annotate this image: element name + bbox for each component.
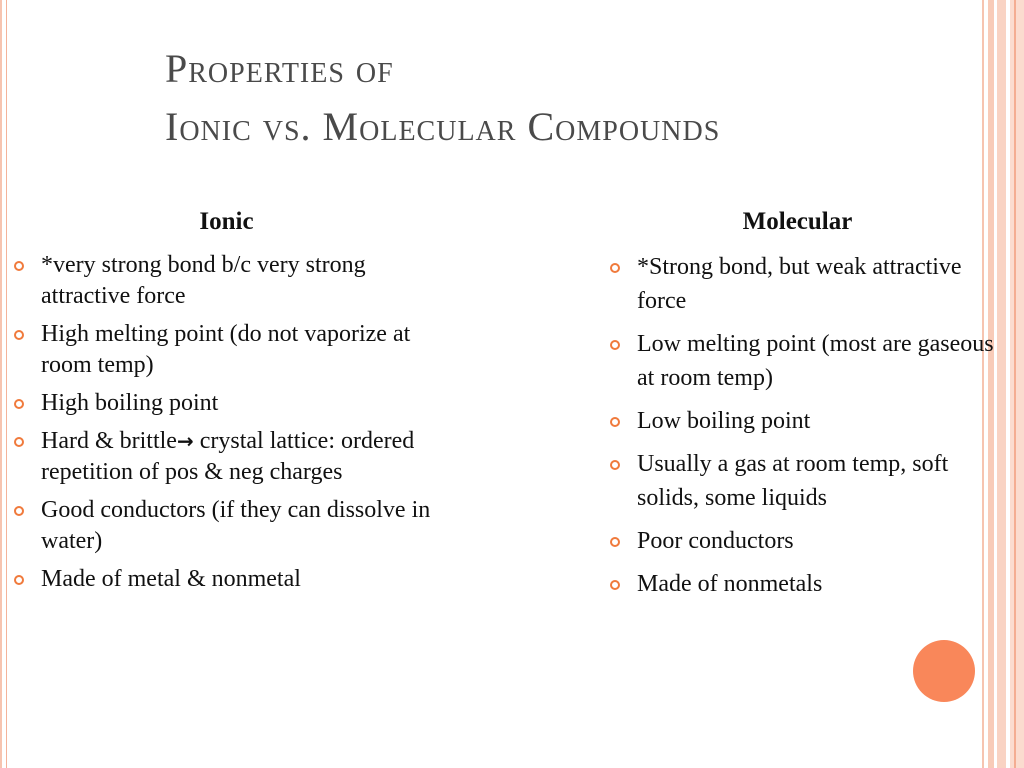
list-item: Low boiling point <box>610 404 1010 438</box>
bullet-icon <box>610 460 620 470</box>
slide-title-line-1: Properties of <box>165 46 394 91</box>
bullet-icon <box>14 575 24 585</box>
bullet-icon <box>14 506 24 516</box>
list-item: Usually a gas at room temp, soft solids, some liquids <box>610 447 1010 515</box>
bullet-icon <box>610 417 620 427</box>
list-item: Poor conductors <box>610 524 1010 558</box>
list-item: Made of nonmetals <box>610 567 1010 601</box>
bullet-icon <box>14 261 24 271</box>
bullet-icon <box>610 263 620 273</box>
bullet-icon <box>610 537 620 547</box>
ionic-column <box>14 206 434 602</box>
bullet-icon <box>14 330 24 340</box>
molecular-list <box>610 250 1010 601</box>
molecular-heading: Molecular <box>742 208 853 235</box>
list-item: High boiling point <box>14 388 434 419</box>
bullet-icon <box>610 580 620 590</box>
bullet-icon <box>14 437 24 447</box>
list-item: *Strong bond, but weak attractive force <box>610 250 1010 318</box>
decorative-circle <box>913 640 975 702</box>
ionic-list <box>14 250 434 595</box>
arrow-right-icon: → <box>176 429 194 453</box>
left-edge-decoration <box>0 0 10 768</box>
slide-title <box>165 40 965 156</box>
list-item: Low melting point (most are gaseous at room temp) <box>610 327 1010 395</box>
bullet-icon <box>14 399 24 409</box>
list-item: High melting point (do not vaporize at room temp) <box>14 319 434 381</box>
ionic-heading: Ionic <box>199 208 254 235</box>
bullet-icon <box>610 340 620 350</box>
list-item: Made of metal & nonmetal <box>14 564 434 595</box>
slide-title-line-2: Ionic vs. Molecular Compounds <box>165 104 721 149</box>
list-item: Good conductors (if they can dissolve in water) <box>14 495 434 557</box>
molecular-column <box>610 206 1010 610</box>
list-item: Hard & brittle→ crystal lattice: ordered repetition of pos & neg charges <box>14 426 434 488</box>
list-item: *very strong bond b/c very strong attractive force <box>14 250 434 312</box>
